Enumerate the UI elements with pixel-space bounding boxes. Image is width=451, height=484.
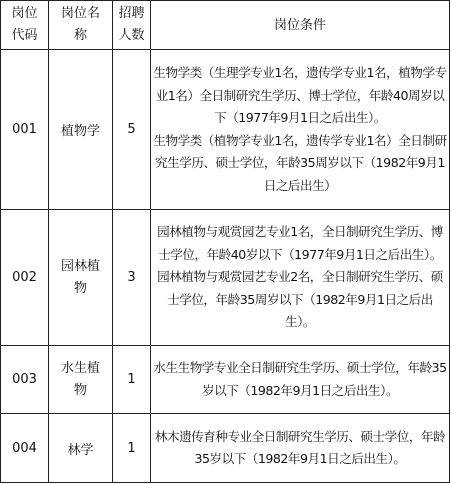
cell-name: 林学 [49,414,113,483]
condition-text: 园林植物与观赏园艺专业1名，全日制研究生学历、博士学位，年龄40岁以下（1977年9月1日之后出生）。 [157,224,443,262]
cell-conditions [151,346,450,414]
condition-text: 园林植物与观赏园艺专业2名，全日制研究生学历、硕士学位，年龄35周岁以下（1982年9月1日之后出生）。 [157,269,443,330]
condition-text: 生物学类（生理学专业1名，遗传学专业1名，植物学专业1名）全日制研究生学历、博士学位，年龄40周岁以下（1977年9月1日之后出生）。 [153,65,447,125]
table-row [1,414,450,483]
cell-code: 002 [1,210,49,346]
table-row [1,346,450,414]
condition-text: 林木遗传育种专业全日制研究生学历、硕士学位，年龄35岁以下（1982年9月1日之后出生）。 [154,428,446,466]
table-row [1,210,450,346]
cell-count: 1 [113,346,151,414]
cell-code: 003 [1,346,49,414]
cell-count: 1 [113,414,151,483]
header-count: 招聘人数 [113,1,151,50]
cell-name: 水生植物 [49,346,113,414]
cell-count: 3 [113,210,151,346]
cell-count: 5 [113,50,151,210]
cell-name: 植物学 [49,50,113,210]
header-name: 岗位名称 [49,1,113,50]
cell-conditions [151,210,450,346]
cell-name: 园林植物 [49,210,113,346]
table-header-row [1,1,450,50]
table-row [1,50,450,210]
cell-code: 001 [1,50,49,210]
header-code: 岗位代码 [1,1,49,50]
cell-code: 004 [1,414,49,483]
condition-text: 生物学类（植物学专业1名，遗传学专业1名）全日制研究生学历、硕士学位，年龄35周岁以下（1982年9月1日之后出生） [153,132,447,193]
cell-conditions [151,414,450,483]
cell-conditions [151,50,450,210]
condition-text: 水生生物学专业全日制研究生学历、硕士学位，年龄35岁以下（1982年9月1日之后出生）。 [153,360,447,398]
header-conditions: 岗位条件 [151,1,450,50]
